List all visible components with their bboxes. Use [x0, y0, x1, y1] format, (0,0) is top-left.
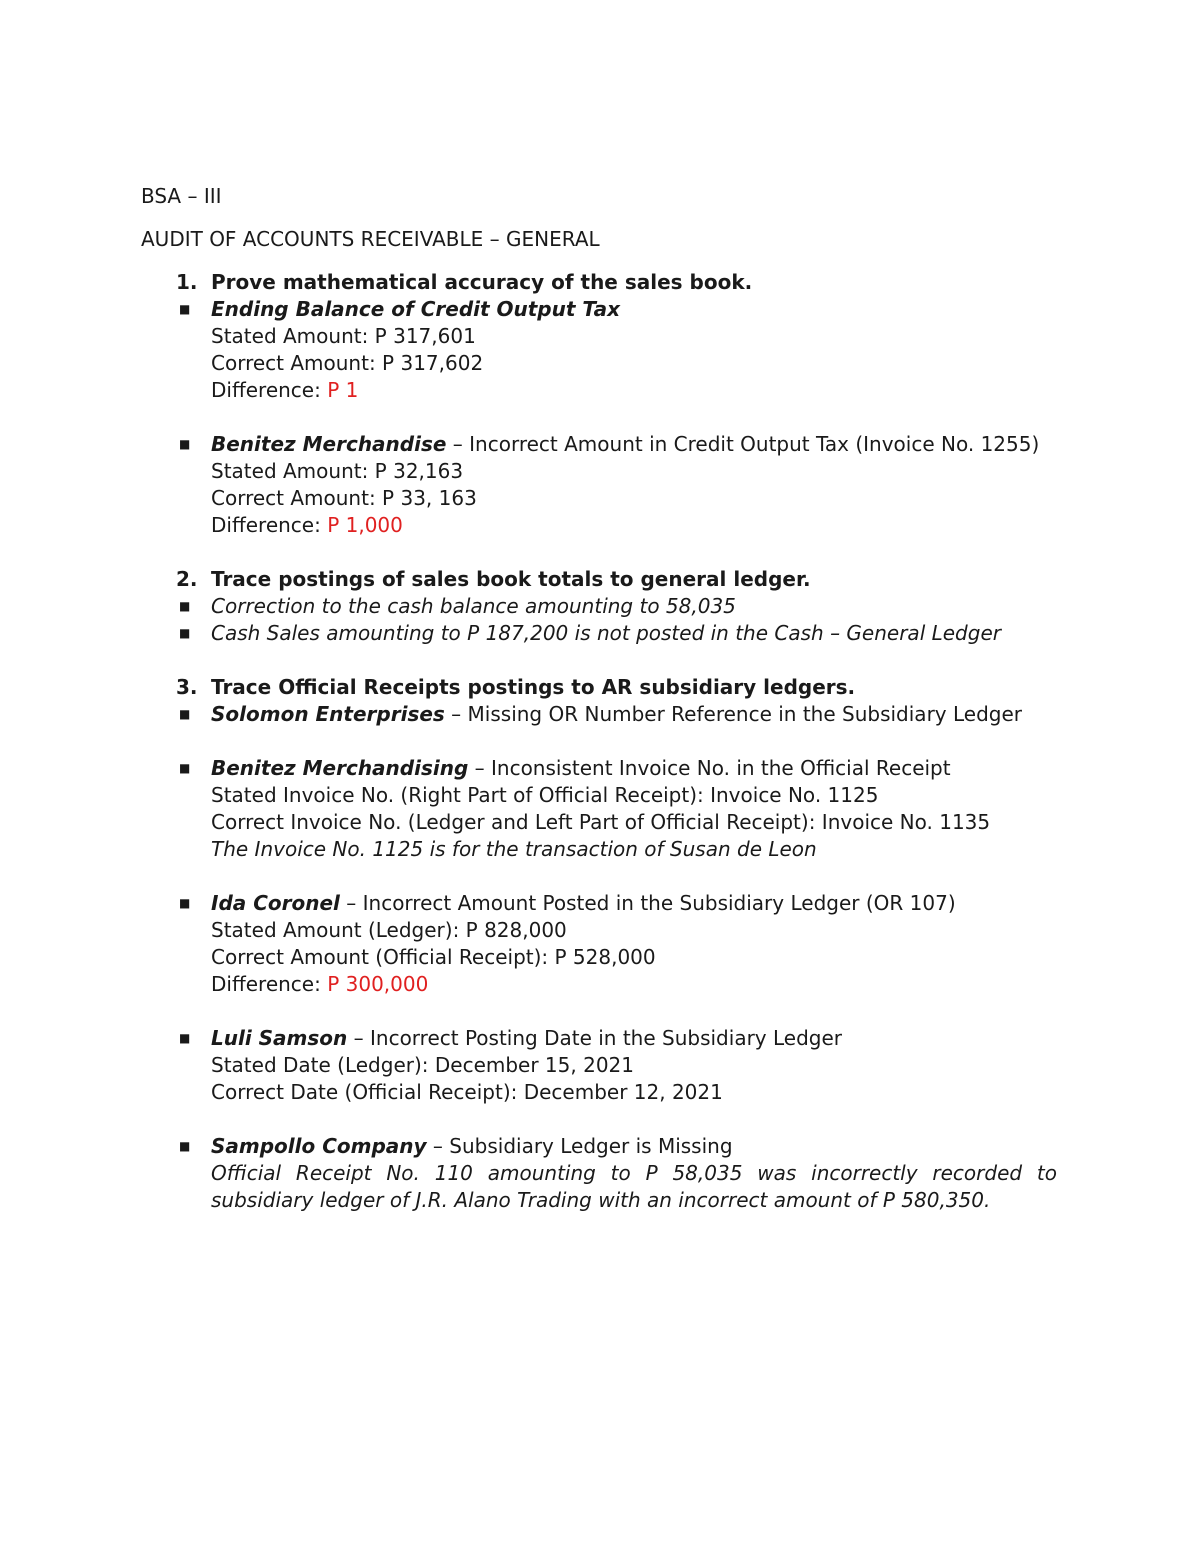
item-line: Stated Amount: P 32,163 — [211, 459, 464, 483]
item-line: Correct Amount (Official Receipt): P 528,000 — [211, 945, 656, 969]
bullet-marker-icon: ■ — [179, 761, 191, 775]
item-name: Benitez Merchandising — [211, 756, 469, 780]
list-item — [179, 620, 1057, 647]
section-heading: Trace Official Receipts postings to AR subsidiary ledgers. — [211, 675, 856, 699]
item-line: Correct Date (Official Receipt): December 12, 2021 — [211, 1080, 723, 1104]
list-item — [179, 1133, 1057, 1214]
section-1 — [141, 269, 1057, 539]
item-note: The Invoice No. 1125 is for the transaction of Susan de Leon — [211, 837, 817, 861]
difference-value: P 300,000 — [327, 972, 429, 996]
item-description: – Missing OR Number Reference in the Subsidiary Ledger — [444, 702, 1022, 726]
bullet-list — [179, 296, 1057, 539]
bullet-marker-icon: ■ — [179, 302, 191, 316]
item-text: Cash Sales amounting to P 187,200 is not posted in the Cash – General Ledger — [211, 621, 1001, 645]
list-item — [179, 755, 1057, 863]
item-name: Benitez Merchandise — [211, 432, 447, 456]
list-item — [179, 890, 1057, 998]
item-line: Stated Date (Ledger): December 15, 2021 — [211, 1053, 634, 1077]
section-3 — [141, 674, 1057, 1214]
difference-line — [211, 971, 1057, 998]
item-description: – Incorrect Amount Posted in the Subsidiary Ledger (OR 107) — [339, 891, 956, 915]
list-item — [179, 1025, 1057, 1106]
item-line: Stated Invoice No. (Right Part of Official Receipt): Invoice No. 1125 — [211, 783, 879, 807]
list-item — [179, 593, 1057, 620]
difference-line — [211, 377, 1057, 404]
item-name: Ida Coronel — [211, 891, 340, 915]
difference-label: Difference: — [211, 972, 328, 996]
course-label: BSA – III — [141, 184, 222, 208]
difference-line — [211, 512, 1057, 539]
bullet-marker-icon: ■ — [179, 599, 191, 613]
item-name: Sampollo Company — [211, 1134, 427, 1158]
bullet-marker-icon: ■ — [179, 437, 191, 451]
bullet-marker-icon: ■ — [179, 626, 191, 640]
difference-value: P 1 — [327, 378, 359, 402]
bullet-marker-icon: ■ — [179, 896, 191, 910]
document-title: AUDIT OF ACCOUNTS RECEIVABLE – GENERAL — [141, 227, 600, 251]
item-description: – Inconsistent Invoice No. in the Official Receipt — [468, 756, 951, 780]
section-heading: Trace postings of sales book totals to general ledger. — [211, 567, 811, 591]
difference-label: Difference: — [211, 513, 328, 537]
list-item — [179, 296, 1057, 404]
section-heading: Prove mathematical accuracy of the sales book. — [211, 270, 753, 294]
document-page — [141, 183, 1057, 1241]
section-list — [141, 269, 1057, 1214]
difference-value: P 1,000 — [327, 513, 403, 537]
section-number: 3. — [176, 675, 198, 699]
item-note: Official Receipt No. 110 amounting to P 58,035 was incorrectly recorded to subsidiary ledger of J.R. Alano Trading with an incorrect amount of P 580,350. — [211, 1161, 1057, 1212]
item-name: Ending Balance of Credit Output Tax — [211, 297, 621, 321]
difference-label: Difference: — [211, 378, 328, 402]
bullet-marker-icon: ■ — [179, 1031, 191, 1045]
bullet-marker-icon: ■ — [179, 707, 191, 721]
item-line: Correct Amount: P 33, 163 — [211, 486, 477, 510]
bullet-list — [179, 593, 1057, 647]
item-description: – Incorrect Amount in Credit Output Tax (Invoice No. 1255) — [446, 432, 1040, 456]
item-description: – Subsidiary Ledger is Missing — [426, 1134, 733, 1158]
section-number: 1. — [176, 270, 198, 294]
bullet-list — [179, 701, 1057, 1214]
item-name: Luli Samson — [211, 1026, 348, 1050]
item-description: – Incorrect Posting Date in the Subsidiary Ledger — [347, 1026, 842, 1050]
bullet-marker-icon: ■ — [179, 1139, 191, 1153]
section-number: 2. — [176, 567, 198, 591]
section-2 — [141, 566, 1057, 647]
item-line: Correct Invoice No. (Ledger and Left Part of Official Receipt): Invoice No. 1135 — [211, 810, 991, 834]
item-name: Solomon Enterprises — [211, 702, 445, 726]
item-line: Stated Amount: P 317,601 — [211, 324, 476, 348]
item-line: Stated Amount (Ledger): P 828,000 — [211, 918, 567, 942]
item-text: Correction to the cash balance amounting to 58,035 — [211, 594, 736, 618]
list-item — [179, 431, 1057, 539]
list-item — [179, 701, 1057, 728]
item-line: Correct Amount: P 317,602 — [211, 351, 484, 375]
